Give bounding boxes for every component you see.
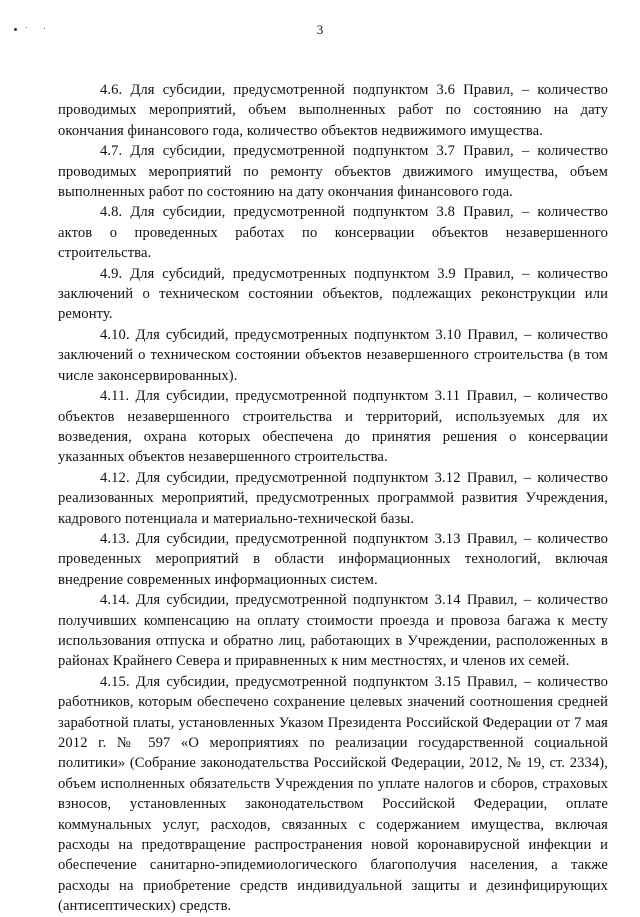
paragraph-4-8: 4.8. Для субсидии, предусмотренной подпунктом 3.8 Правил, – количество актов о проведенных работах по консервации объектов незавершенного строительства.	[58, 204, 608, 262]
paragraph-4-7: 4.7. Для субсидии, предусмотренной подпунктом 3.7 Правил, – количество проводимых мероприятий по ремонту объектов движимого имущества, объем выполненных работ по состоянию на дату окончания финансового года.	[58, 143, 608, 201]
paragraph-4-10: 4.10. Для субсидий, предусмотренных подпунктом 3.10 Правил, – количество заключений о техническом состоянии объектов незавершенного строительства (в том числе законсервированных).	[58, 326, 608, 384]
paragraph-4-9: 4.9. Для субсидий, предусмотренных подпунктом 3.9 Правил, – количество заключений о техническом состоянии объектов, подлежащих реконструкции или ремонту.	[58, 265, 608, 323]
paragraph-4-13: 4.13. Для субсидии, предусмотренной подпунктом 3.13 Правил, – количество проведенных мероприятий в области информационных технологий, включая внедрение современных информационных систем.	[58, 530, 608, 588]
page-number: 3	[316, 22, 324, 37]
paragraph-4-11: 4.11. Для субсидии, предусмотренной подпунктом 3.11 Правил, – количество объектов незавершенного строительства и территорий, используемых для их возведения, охрана которых обеспечена до принятия решения о консервации указанных объектов незавершенного строительства.	[58, 388, 608, 466]
paragraph-4-15: 4.15. Для субсидии, предусмотренной подпунктом 3.15 Правил, – количество работников, которым обеспечено сохранение целевых значений соотношения средней заработной платы, установленных Указом Президента Российской Федерации от 7 мая 2012 г. № 597 «О мероприятиях по реализации государственной социальной политики» (Собрание законодательства Российской Федерации, 2012, № 19, ст. 2334), объем исполненных обязательств Учреждения по уплате налогов и сборов, страховых взносов, установленных законодательством Российской Федерации, оплате коммунальных услуг, расходов, связанных с содержанием имущества, включая расходы на предотвращение распространения новой коронавирусной инфекции и обеспечение санитарно-эпидемиологического благополучия населения, а также расходы на приобретение средств индивидуальной защиты и дезинфицирующих (антисептических) средств.	[58, 673, 608, 915]
paragraph-4-12: 4.12. Для субсидии, предусмотренной подпунктом 3.12 Правил, – количество реализованных мероприятий, предусмотренных программой развития Учреждения, кадрового потенциала и материально-технической базы.	[58, 469, 608, 527]
document-body	[58, 80, 608, 917]
paragraph-4-14: 4.14. Для субсидии, предусмотренной подпунктом 3.14 Правил, – количество получивших компенсацию на оплату стоимости проезда и провоза багажа к месту использования отпуска и обратно лиц, работающих в Учреждении, расположенных в районах Крайнего Севера и приравненных к ним местностях, и членов их семей.	[58, 592, 608, 670]
paragraph-4-6: 4.6. Для субсидии, предусмотренной подпунктом 3.6 Правил, – количество проводимых мероприятий, объем выполненных работ по состоянию на дату окончания финансового года, количество объектов недвижимого имущества.	[58, 82, 608, 139]
